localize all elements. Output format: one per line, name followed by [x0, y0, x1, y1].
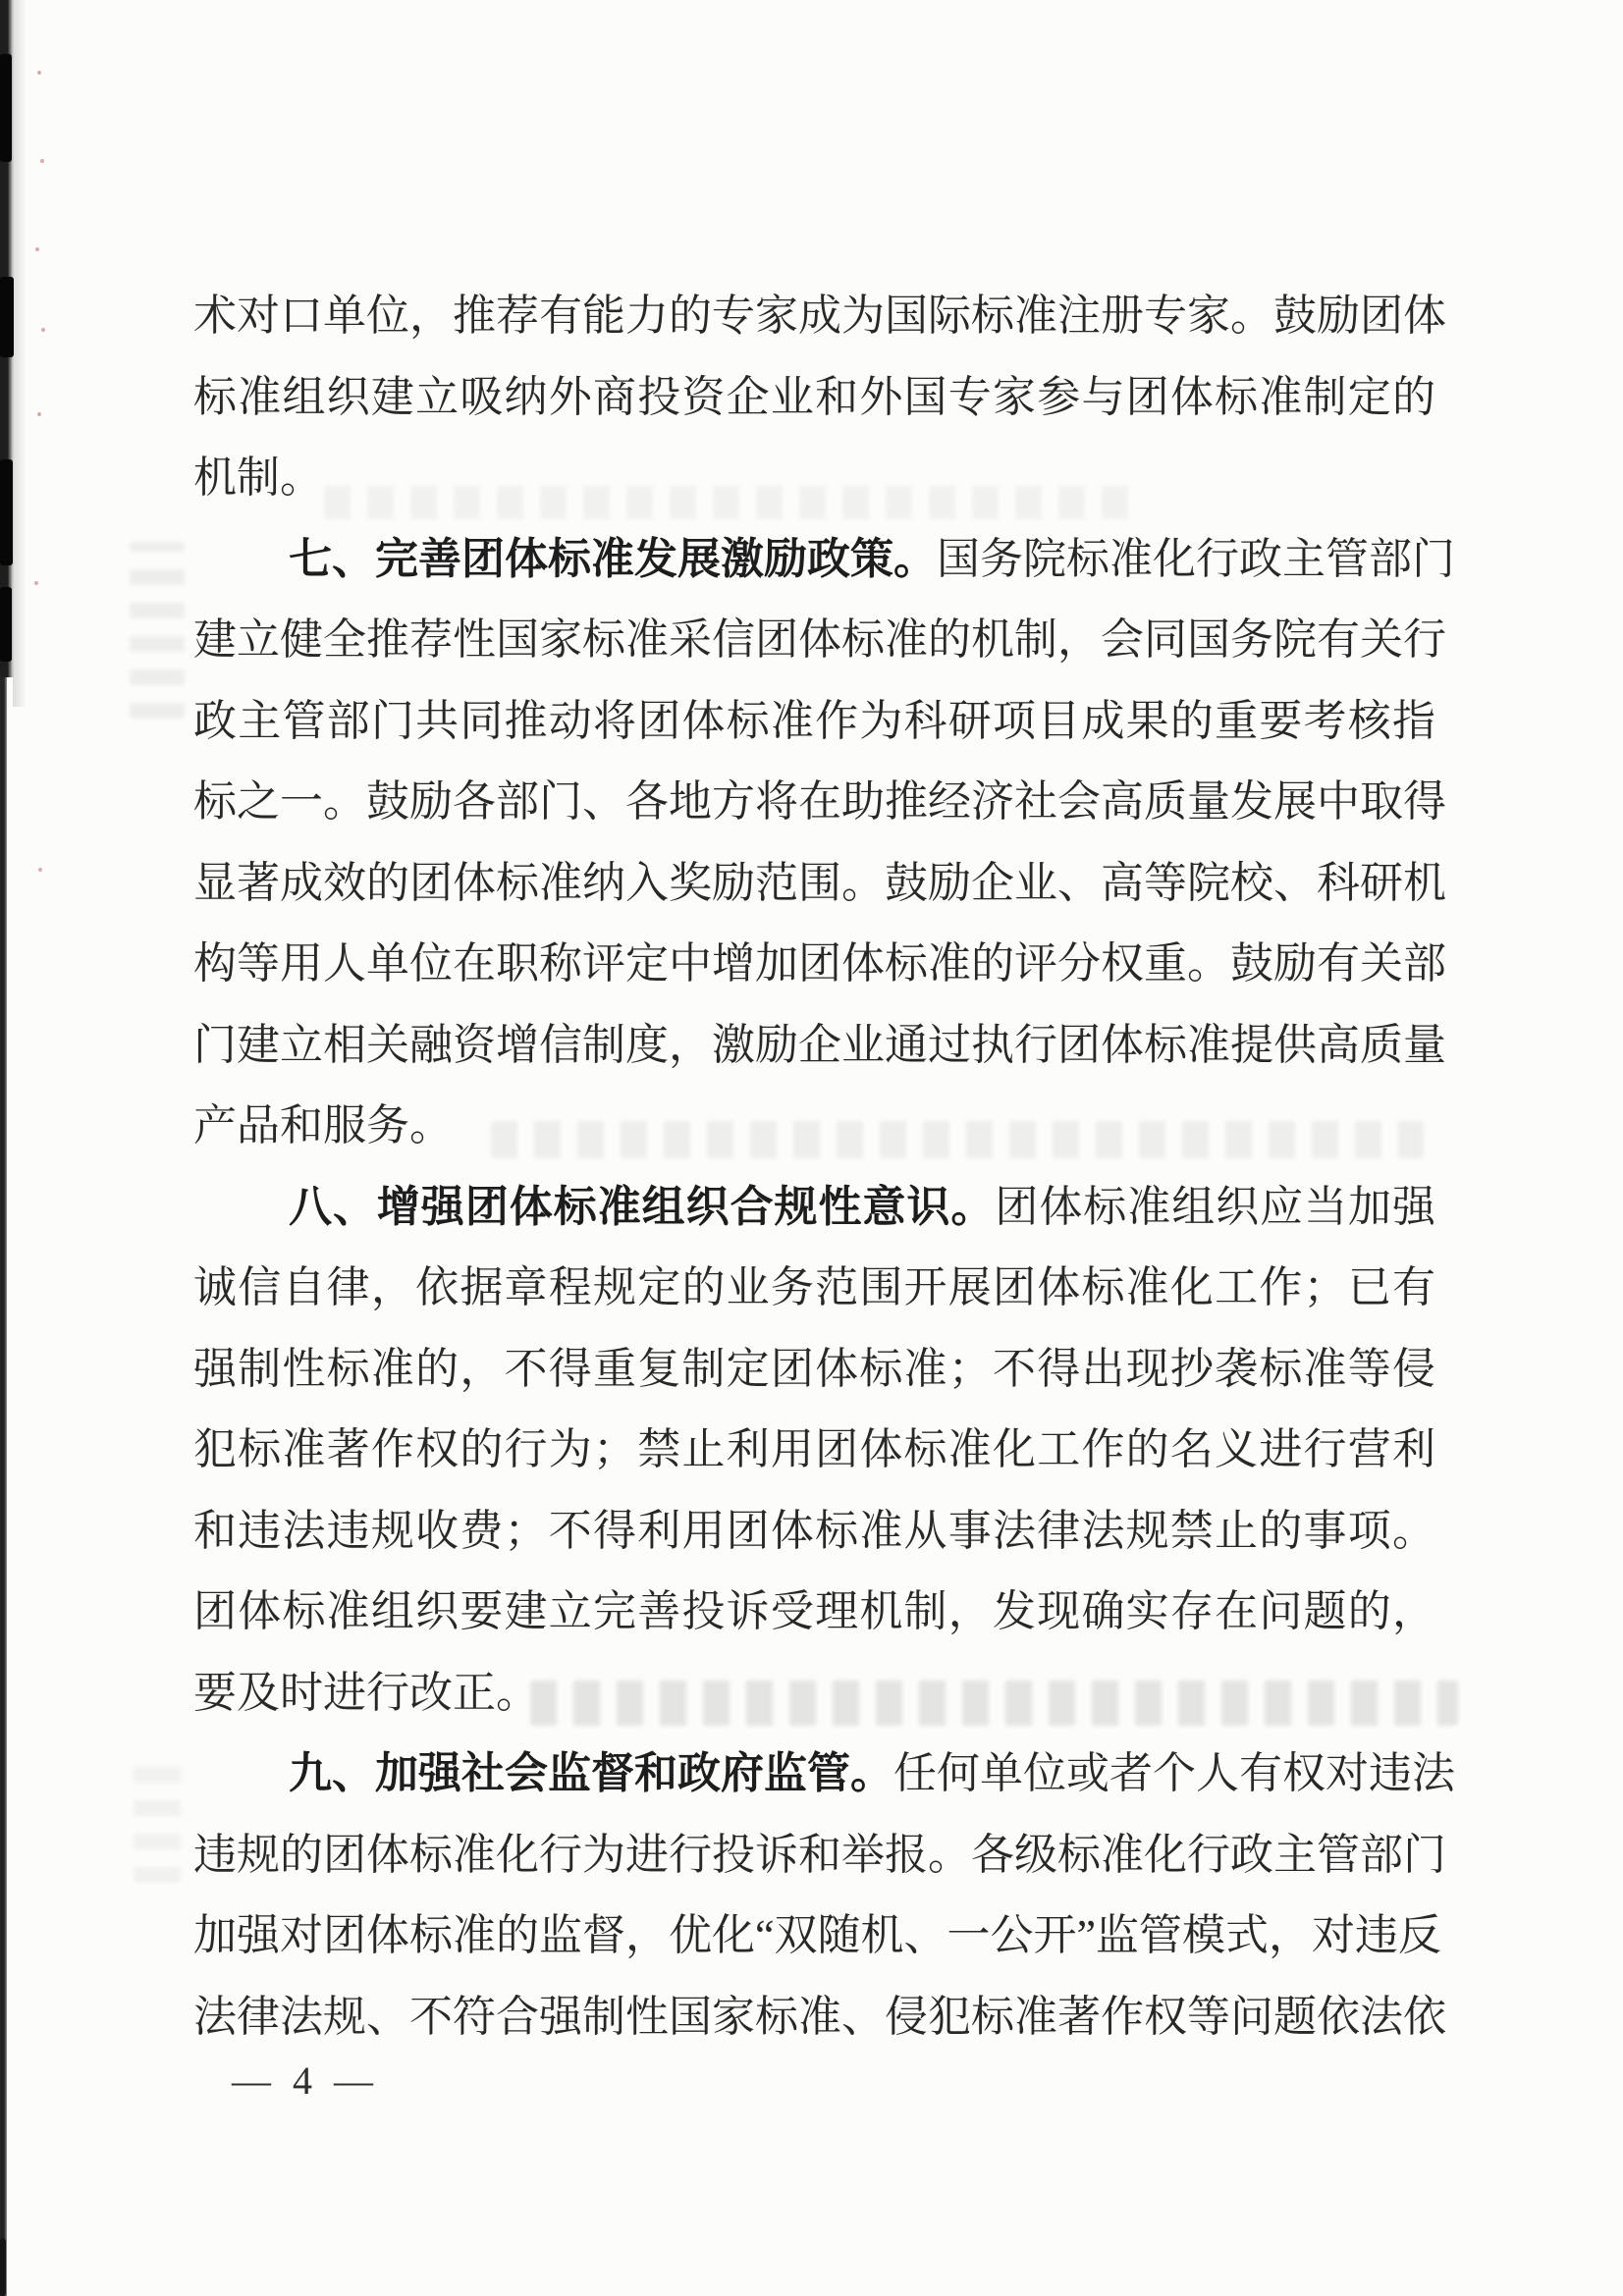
text-line: 标准组织建立吸纳外商投资企业和外国专家参与团体标准制定的: [193, 372, 1435, 421]
section-heading: 八、增强团体标准组织合规性意识。: [289, 1182, 996, 1231]
page-number: — 4 —: [232, 2058, 379, 2103]
text-line: 加强对团体标准的监督，优化“双随机、一公开”监管模式，对违反: [193, 1911, 1442, 1959]
text-line: 违规的团体标准化行为进行投诉和举报。各级标准化行政主管部门: [193, 1830, 1446, 1879]
scan-edge-blot: [0, 54, 12, 162]
text-line: 诚信自律，依据章程规定的业务范围开展团体标准化工作；已有: [193, 1263, 1435, 1311]
document-body: [193, 276, 1455, 2057]
text-line: 建立健全推荐性国家标准采信团体标准的机制，会同国务院有关行: [193, 615, 1446, 664]
text-line: 七、完善团体标准发展激励政策。国务院标准化行政主管部门: [289, 534, 1455, 583]
text-line: 和违法违规收费；不得利用团体标准从事法律法规禁止的事项。: [193, 1506, 1435, 1555]
scan-speck: [34, 581, 38, 585]
text-line: 犯标准著作权的行为；禁止利用团体标准化工作的名义进行营利: [193, 1425, 1435, 1473]
text-line: 显著成效的团体标准纳入奖励范围。鼓励企业、高等院校、科研机: [193, 858, 1446, 907]
text-line: 强制性标准的，不得重复制定团体标准；不得出现抄袭标准等侵: [193, 1344, 1435, 1393]
bleedthrough-artifact: [130, 542, 185, 719]
scan-speck: [38, 868, 42, 872]
text-line: 构等用人单位在职称评定中增加团体标准的评分权重。鼓励有关部: [193, 939, 1446, 988]
scan-edge-blot: [0, 277, 14, 357]
section-heading: 七、完善团体标准发展激励政策。: [289, 534, 937, 583]
scan-edge-blot: [0, 459, 13, 565]
text-line: 要及时进行改正。: [193, 1668, 539, 1717]
text-line: 机制。: [193, 454, 323, 502]
section-heading: 九、加强社会监督和政府监管。: [289, 1749, 893, 1797]
text-line: 九、加强社会监督和政府监管。任何单位或者个人有权对违法: [289, 1749, 1455, 1797]
text-line: 团体标准组织要建立完善投诉受理机制，发现确实存在问题的，: [193, 1587, 1435, 1635]
text-line: 门建立相关融资增信制度，激励企业通过执行团体标准提供高质量: [193, 1020, 1446, 1069]
scan-speck: [37, 71, 41, 75]
text-line: 八、增强团体标准组织合规性意识。团体标准组织应当加强: [289, 1182, 1435, 1231]
text-line: 术对口单位，推荐有能力的专家成为国际标准注册专家。鼓励团体: [193, 292, 1446, 340]
scan-speck: [41, 328, 45, 332]
text-line: 产品和服务。: [193, 1101, 453, 1149]
text-line: 标之一。鼓励各部门、各地方将在助推经济社会高质量发展中取得: [193, 777, 1446, 826]
text-line: 法律法规、不符合强制性国家标准、侵犯标准著作权等问题依法依: [193, 1992, 1446, 2041]
scan-edge-blot: [0, 587, 12, 662]
scan-speck: [35, 247, 39, 251]
scan-speck: [37, 412, 41, 416]
scan-speck: [40, 159, 44, 163]
text-line: 政主管部门共同推动将团体标准作为科研项目成果的重要考核指: [193, 696, 1435, 745]
bleedthrough-artifact: [134, 1755, 181, 1883]
scan-edge-blot: [0, 2238, 6, 2296]
scan-edge-gray-halo: [13, 0, 27, 707]
